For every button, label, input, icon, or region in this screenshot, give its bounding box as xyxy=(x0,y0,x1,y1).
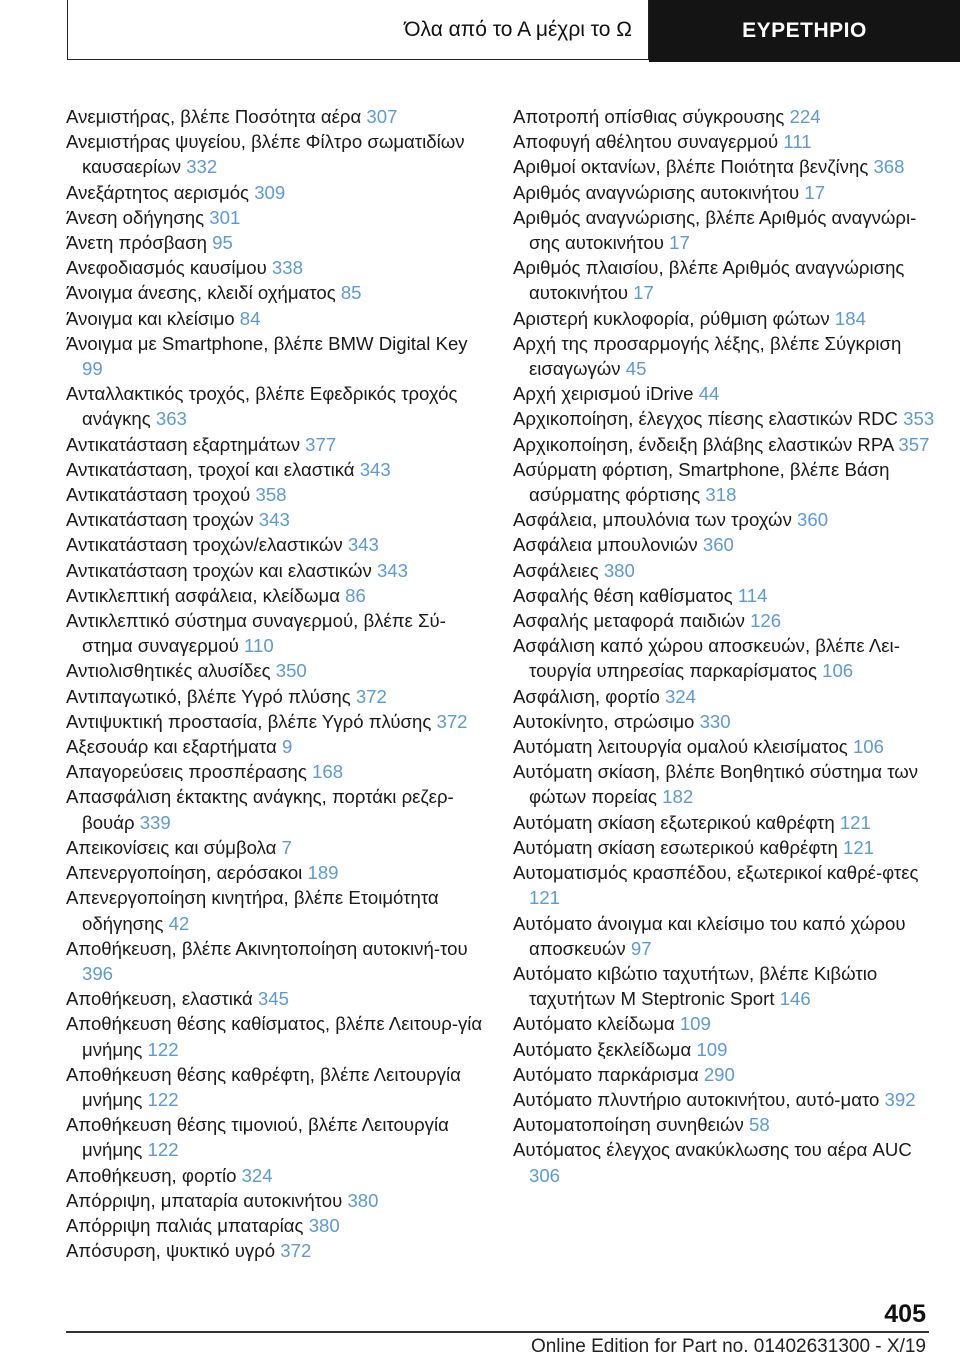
index-entry xyxy=(513,608,938,633)
page-link[interactable]: 122 xyxy=(147,1139,179,1161)
index-entry xyxy=(513,835,938,860)
section-tab[interactable] xyxy=(649,0,960,62)
index-entry-text: Απενεργοποίηση, αερόσακοι xyxy=(66,862,308,884)
page-link[interactable]: 360 xyxy=(797,509,829,531)
index-entry-text: Αντικλεπτική ασφάλεια, κλείδωμα xyxy=(66,584,346,606)
index-entry xyxy=(66,684,486,709)
page-link[interactable]: 368 xyxy=(873,156,905,178)
page-link[interactable]: 97 xyxy=(630,937,652,959)
index-entry-text: Αρχή χειρισμού iDrive xyxy=(513,383,699,405)
index-entry-text: Αριθμοί οκτανίων, βλέπε Ποιότητα βενζίνης xyxy=(513,156,874,178)
index-entry-text: Ασφαλής μεταφορά παιδιών xyxy=(513,610,751,632)
index-entry-text: Αυτόματη λειτουργία ομαλού κλεισίματος xyxy=(513,736,853,758)
index-entry xyxy=(66,608,486,658)
page-link[interactable]: 168 xyxy=(312,761,344,783)
index-entry xyxy=(513,684,938,709)
index-entry-text: Αριστερή κυκλοφορία, ρύθμιση φώτων xyxy=(513,307,835,329)
page-header xyxy=(67,0,960,62)
index-entry-text: Αριθμός πλαισίου, βλέπε Αριθμός αναγνώρισης αυτοκινήτου xyxy=(513,257,905,304)
index-entry-text: Αντικατάσταση τροχών και ελαστικών xyxy=(66,559,377,581)
index-entry xyxy=(66,180,486,205)
index-entry-text: Απεικονίσεις και σύμβολα xyxy=(66,836,282,858)
index-entry-text: Αντικατάσταση τροχών/ελαστικών xyxy=(66,534,348,556)
subtitle-tab[interactable] xyxy=(67,0,649,60)
index-entry xyxy=(513,1137,938,1187)
page-link[interactable]: 343 xyxy=(258,509,290,531)
page-link[interactable]: 7 xyxy=(281,836,292,858)
index-entry-text: Απόρριψη, μπαταρία αυτοκινήτου xyxy=(66,1189,348,1211)
page-link[interactable]: 109 xyxy=(679,1013,711,1035)
index-entry xyxy=(513,205,938,255)
index-entry xyxy=(513,432,938,457)
index-entry-text: Αποθήκευση θέσης τιμονιού, βλέπε Λειτουργία μνήμης xyxy=(66,1114,449,1161)
page-link[interactable]: 121 xyxy=(842,836,875,858)
index-entry-text: Αυτόματη σκίαση εσωτερικού καθρέφτη xyxy=(513,836,843,858)
page-link[interactable]: 121 xyxy=(839,811,871,833)
index-entry-text: Ασφάλειες xyxy=(513,559,604,581)
index-entry xyxy=(66,1112,486,1162)
index-entry-text: Ασφαλής θέση καθίσματος xyxy=(513,584,738,606)
index-entry-text: Ανεφοδιασμός καυσίμου xyxy=(66,257,272,279)
page-link[interactable]: 110 xyxy=(244,635,274,657)
page-link[interactable]: 184 xyxy=(834,307,866,329)
index-entry xyxy=(513,406,938,431)
index-entry xyxy=(66,658,486,683)
index-entry xyxy=(513,558,938,583)
index-entry xyxy=(66,507,486,532)
page-link[interactable]: 85 xyxy=(340,282,362,304)
index-entry-text: Αποθήκευση, βλέπε Ακινητοποίηση αυτοκινή-του xyxy=(66,937,468,959)
page-link[interactable]: 343 xyxy=(359,458,391,480)
page-link[interactable]: 343 xyxy=(376,559,408,581)
index-entry xyxy=(513,961,938,1011)
page-link[interactable]: 224 xyxy=(789,106,821,127)
page-link[interactable]: 17 xyxy=(669,232,690,254)
index-entry xyxy=(66,255,486,280)
index-entry-text: Αξεσουάρ και εξαρτήματα xyxy=(66,736,282,758)
index-entry xyxy=(66,432,486,457)
page-link[interactable]: 380 xyxy=(603,559,635,581)
index-entry xyxy=(513,1087,938,1112)
page-link[interactable]: 377 xyxy=(305,433,337,455)
index-entry-text: Απόρριψη παλιάς μπαταρίας xyxy=(66,1214,309,1236)
page-link[interactable]: 330 xyxy=(699,710,731,732)
page-link[interactable]: 301 xyxy=(209,206,241,228)
index-entry xyxy=(513,306,938,331)
index-entry-text: Ασφάλιση καπό χώρου αποσκευών, βλέπε Λει-τουργία υπηρεσίας παρκαρίσματος xyxy=(513,635,900,682)
index-entry xyxy=(66,1238,486,1263)
page-link[interactable]: 189 xyxy=(307,862,339,884)
page-link[interactable]: 58 xyxy=(749,1114,770,1136)
page-link[interactable]: 350 xyxy=(275,660,307,682)
page-link[interactable]: 122 xyxy=(147,1038,179,1060)
index-entry-text: Αριθμός αναγνώρισης, βλέπε Αριθμός αναγνώρι-σης αυτοκινήτου xyxy=(513,206,917,254)
index-entry xyxy=(66,936,486,986)
index-column-left xyxy=(66,104,486,1263)
page-link[interactable]: 114 xyxy=(737,584,768,606)
index-entry xyxy=(66,280,486,305)
page-link[interactable]: 307 xyxy=(366,106,398,127)
page-link[interactable]: 86 xyxy=(345,584,366,606)
index-entry xyxy=(66,558,486,583)
index-entry xyxy=(513,532,938,557)
index-entry xyxy=(66,205,486,230)
page-link[interactable]: 109 xyxy=(696,1038,728,1060)
index-entry xyxy=(66,784,486,834)
index-entry xyxy=(513,331,938,381)
index-entry-text: Ανεμιστήρας ψυγείου, βλέπε Φίλτρο σωματιδίων καυσαερίων xyxy=(66,131,465,178)
page-link[interactable]: 95 xyxy=(212,232,233,254)
page-link[interactable]: 309 xyxy=(254,181,286,203)
index-entry-text: Άνοιγμα και κλείσιμο xyxy=(66,307,240,329)
page-link[interactable]: 372 xyxy=(436,710,468,732)
index-entry-text: Αντικατάσταση τροχών xyxy=(66,509,259,531)
index-entry xyxy=(513,860,938,910)
index-entry xyxy=(66,835,486,860)
index-entry xyxy=(513,759,938,809)
index-entry-text: Αυτόματο πλυντήριο αυτοκινήτου, αυτό-ματο xyxy=(513,1088,885,1110)
index-entry xyxy=(66,885,486,935)
index-entry-text: Ασφάλεια μπουλονιών xyxy=(513,534,703,556)
index-entry xyxy=(66,381,486,431)
page-link[interactable]: 121 xyxy=(529,887,561,909)
index-entry xyxy=(513,507,938,532)
index-entry xyxy=(66,1062,486,1112)
page-link[interactable]: 392 xyxy=(884,1088,916,1110)
index-entry xyxy=(66,532,486,557)
page-link[interactable]: 306 xyxy=(529,1164,561,1186)
index-entry xyxy=(513,1011,938,1036)
index-entry-text: Αυτοματοποίηση συνηθειών xyxy=(513,1114,749,1136)
page-link[interactable]: 338 xyxy=(271,257,303,279)
page-link[interactable]: 380 xyxy=(347,1189,379,1211)
index-entry-text: Αποθήκευση θέσης καθίσματος, βλέπε Λειτουρ-γία μνήμης xyxy=(66,1013,483,1060)
index-entry xyxy=(513,1037,938,1062)
index-entry xyxy=(513,734,938,759)
index-entry-text: Αποθήκευση, ελαστικά xyxy=(66,988,258,1010)
page-link[interactable]: 45 xyxy=(625,358,647,380)
page-link[interactable]: 324 xyxy=(664,685,696,707)
page-link[interactable]: 9 xyxy=(281,736,293,758)
index-entry-text: Αυτόματο παρκάρισμα xyxy=(513,1063,704,1085)
index-entry xyxy=(66,482,486,507)
index-entry-text: Αποθήκευση, φορτίο xyxy=(66,1164,242,1186)
page-link[interactable]: 44 xyxy=(698,383,720,405)
index-entry-text: Ασφάλιση, φορτίο xyxy=(513,685,665,707)
index-entry xyxy=(513,633,938,683)
index-entry xyxy=(513,1112,938,1137)
index-entry xyxy=(66,860,486,885)
page-link[interactable]: 360 xyxy=(702,534,734,556)
index-entry xyxy=(513,129,938,154)
page-link[interactable]: 106 xyxy=(852,736,884,758)
page-link[interactable]: 324 xyxy=(241,1164,273,1186)
index-entry xyxy=(513,104,938,129)
index-entry xyxy=(513,180,938,205)
index-column-right xyxy=(513,104,938,1188)
index-entry xyxy=(66,306,486,331)
index-entry-text: Αυτόματο άνοιγμα και κλείσιμο του καπό χώρου αποσκευών xyxy=(513,912,906,959)
index-entry-text: Αποθήκευση θέσης καθρέφτη, βλέπε Λειτουργία μνήμης xyxy=(66,1063,461,1110)
index-entry xyxy=(66,1188,486,1213)
index-entry-text: Αντικλεπτικό σύστημα συναγερμού, βλέπε Σύ-στημα συναγερμού xyxy=(66,610,446,657)
index-entry xyxy=(513,381,938,406)
index-entry-text: Αντικατάσταση τροχού xyxy=(66,484,256,506)
index-entry-text: Αποφυγή αθέλητου συναγερμού xyxy=(513,131,784,153)
index-entry-text: Αυτόματο κλείδωμα xyxy=(513,1013,680,1035)
index-entry-text: Ανεξάρτητος αερισμός xyxy=(66,181,255,203)
index-entry xyxy=(513,810,938,835)
page-link[interactable]: 42 xyxy=(168,912,190,934)
index-entry-text: Άνεση οδήγησης xyxy=(66,206,210,228)
index-entry xyxy=(66,583,486,608)
index-entry xyxy=(66,734,486,759)
index-entry-text: Άνοιγμα άνεσης, κλειδί οχήματος xyxy=(66,282,341,304)
index-entry xyxy=(66,1163,486,1188)
index-entry xyxy=(513,457,938,507)
index-entry xyxy=(66,230,486,255)
index-entry-text: Απασφάλιση έκτακτης ανάγκης, πορτάκι ρεζερ-βουάρ xyxy=(66,786,454,833)
index-entry-text: Αρχή της προσαρμογής λέξης, βλέπε Σύγκριση εισαγωγών xyxy=(513,332,902,380)
page-link[interactable]: 353 xyxy=(903,408,935,430)
index-entry-text: Αντικατάσταση, τροχοί και ελαστικά xyxy=(66,458,360,480)
page-link[interactable]: 363 xyxy=(155,408,187,430)
edition-footer: Online Edition for Part no. 01402631300 - X/19 xyxy=(530,1336,926,1357)
index-entry xyxy=(66,759,486,784)
page-number: 405 xyxy=(884,1300,926,1328)
page-link[interactable]: 146 xyxy=(779,988,811,1010)
index-entry-text: Ανεμιστήρας, βλέπε Ποσότητα αέρα xyxy=(66,106,367,127)
index-entry-text: Άνετη πρόσβαση xyxy=(66,232,213,254)
page-link[interactable]: 380 xyxy=(308,1214,340,1236)
index-entry-text: Αρχικοποίηση, έλεγχος πίεσης ελαστικών RDC xyxy=(513,408,904,430)
page-link[interactable]: 182 xyxy=(662,786,694,808)
index-entry-text: Αυτόματο κιβώτιο ταχυτήτων, βλέπε Κιβώτιο ταχυτήτων M Steptronic Sport xyxy=(513,962,878,1010)
page-link[interactable]: 372 xyxy=(280,1240,312,1262)
index-entry-text: Απαγορεύσεις προσπέρασης xyxy=(66,761,313,783)
page-link[interactable]: 111 xyxy=(783,131,812,153)
index-entry xyxy=(66,1213,486,1238)
index-entry-text: Ανταλλακτικός τροχός, βλέπε Εφεδρικός τροχός ανάγκης xyxy=(66,383,458,430)
index-entry-text: Αυτόματος έλεγχος ανακύκλωσης του αέρα AUC xyxy=(513,1139,912,1161)
index-entry-text: Αυτοματισμός κρασπέδου, εξωτερικοί καθρέ-φτες xyxy=(513,862,919,884)
page-link[interactable]: 84 xyxy=(239,307,261,329)
index-entry-text: Απενεργοποίηση κινητήρα, βλέπε Ετοιμότητα οδήγησης xyxy=(66,887,439,934)
index-entry xyxy=(513,911,938,961)
page-link[interactable]: 17 xyxy=(633,282,654,304)
index-entry xyxy=(66,104,486,129)
page-link[interactable]: 17 xyxy=(804,181,826,203)
index-entry-text: Αντιψυκτική προστασία, βλέπε Υγρό πλύσης xyxy=(66,710,437,732)
page-link[interactable]: 343 xyxy=(347,534,379,556)
index-entry xyxy=(513,709,938,734)
index-entry xyxy=(513,583,938,608)
index-entry-text: Αυτόματη σκίαση, βλέπε Βοηθητικό σύστημα των φώτων πορείας xyxy=(513,761,919,808)
index-entry-text: Ασύρματη φόρτιση, Smartphone, βλέπε Βάση ασύρματης φόρτισης xyxy=(513,458,890,506)
index-entry-text: Αυτόματη σκίαση εξωτερικού καθρέφτη xyxy=(513,811,840,833)
index-entry-text: Αυτοκίνητο, στρώσιμο xyxy=(513,710,700,732)
page-link[interactable]: 126 xyxy=(750,610,782,632)
index-entry xyxy=(513,255,938,305)
index-entry-text: Αρχικοποίηση, ένδειξη βλάβης ελαστικών RPA xyxy=(513,433,899,455)
index-entry-text: Αντιπαγωτικό, βλέπε Υγρό πλύσης xyxy=(66,685,356,707)
index-entry-text: Αντικατάσταση εξαρτημάτων xyxy=(66,433,306,455)
index-entry xyxy=(66,1011,486,1061)
index-entry-text: Απόσυρση, ψυκτικό υγρό xyxy=(66,1240,281,1262)
index-entry-text: Άνοιγμα με Smartphone, βλέπε BMW Digital Key xyxy=(66,332,468,354)
index-entry-text: Αυτόματο ξεκλείδωμα xyxy=(513,1038,697,1060)
index-entry xyxy=(66,709,486,734)
section-label: ΕΥΡΕΤΗΡΙΟ xyxy=(742,19,867,42)
page-link[interactable]: 358 xyxy=(255,484,287,506)
page-link[interactable]: 345 xyxy=(257,988,289,1010)
index-entry-text: Ασφάλεια, μπουλόνια των τροχών xyxy=(513,509,798,531)
index-entry xyxy=(513,1062,938,1087)
page-link[interactable]: 339 xyxy=(139,811,171,833)
page-link[interactable]: 99 xyxy=(82,358,103,380)
page-link[interactable]: 290 xyxy=(703,1063,735,1085)
index-entry xyxy=(66,129,486,179)
index-entry-text: Αποτροπή οπίσθιας σύγκρουσης xyxy=(513,106,790,127)
page-link[interactable]: 332 xyxy=(186,156,218,178)
page-link[interactable]: 357 xyxy=(898,433,930,455)
page-link[interactable]: 106 xyxy=(822,660,854,682)
subtitle-label: Όλα από το Α μέχρι το Ω xyxy=(404,17,632,41)
footer-divider xyxy=(66,1331,929,1333)
index-entry xyxy=(66,986,486,1011)
index-entry xyxy=(66,457,486,482)
index-entry xyxy=(513,154,938,179)
index-entry xyxy=(66,331,486,381)
page-link[interactable]: 318 xyxy=(705,484,737,506)
index-entry-text: Αριθμός αναγνώρισης αυτοκινήτου xyxy=(513,181,805,203)
page-link[interactable]: 122 xyxy=(147,1088,179,1110)
page-link[interactable]: 372 xyxy=(355,685,387,707)
page-link[interactable]: 396 xyxy=(82,962,114,984)
index-entry-text: Αντιολισθητικές αλυσίδες xyxy=(66,660,276,682)
